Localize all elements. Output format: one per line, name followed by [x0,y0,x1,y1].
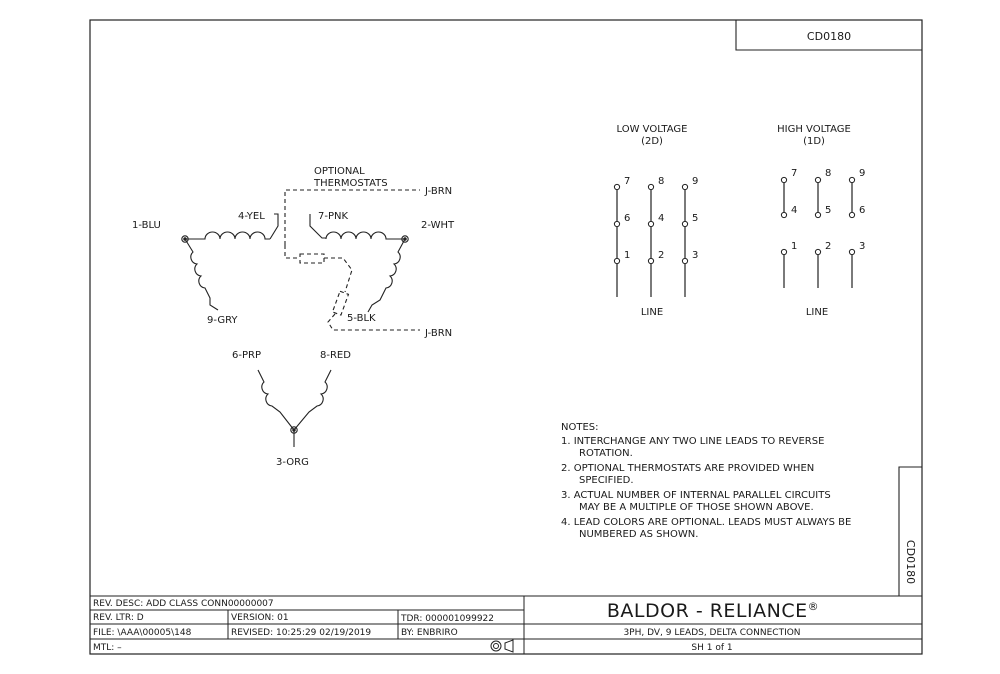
drawing-description: 3PH, DV, 9 LEADS, DELTA CONNECTION [623,628,801,638]
lead-4-yel [270,214,278,239]
note-line-1b: ROTATION. [579,448,633,459]
lead-label-2-wht: 2-WHT [421,220,455,231]
high-voltage-connection [777,124,865,318]
lead-label-1-blu: 1-BLU [132,220,161,231]
hv-terminal-6: 6 [859,205,866,216]
lead-label-3-org: 3-ORG [276,457,309,468]
drawing-number: CD0180 [806,30,852,43]
note-line-1: 1. INTERCHANGE ANY TWO LINE LEADS TO REVERSE [561,436,825,447]
sheet-number: SH 1 of 1 [691,643,733,653]
high-voltage-subtitle: (1D) [803,136,825,147]
title-block [90,596,922,654]
drawing-number-box [736,20,922,50]
notes-heading: NOTES: [561,422,599,433]
note-line-2b: SPECIFIED. [579,475,634,486]
lv-terminal-4: 4 [658,213,665,224]
rev-ltr: REV. LTR: D [93,613,144,623]
hv-terminal-8: 8 [825,168,832,179]
coil-1-9 [185,239,218,310]
lead-label-9-gry: 9-GRY [207,315,238,326]
coil-1-4 [185,232,270,239]
lv-terminal-2: 2 [658,250,665,261]
drawn-by: BY: ENBRIRO [401,628,458,638]
hv-terminal-2: 2 [825,241,832,252]
side-drawing-number-box [899,467,922,596]
low-voltage-connection [614,124,698,318]
note-line-3b: MAY BE A MULTIPLE OF THOSE SHOWN ABOVE. [579,502,814,513]
projection-symbol-icon [491,640,513,652]
lead-label-7-pnk: 7-PNK [318,211,349,222]
hv-terminal-9: 9 [859,168,866,179]
low-voltage-subtitle: (2D) [641,136,663,147]
low-voltage-title: LOW VOLTAGE [616,124,688,135]
low-voltage-line-label: LINE [640,307,664,318]
file-path: FILE: \AAA\00005\148 [93,628,192,638]
lead-label-8-red: 8-RED [320,350,351,361]
hv-terminal-1: 1 [791,241,798,252]
note-line-4: 4. LEAD COLORS ARE OPTIONAL. LEADS MUST ALWAYS BE [561,517,852,528]
drawing-number-side: CD0180 [904,539,917,585]
revised-date: REVISED: 10:25:29 02/19/2019 [231,628,372,638]
coil-2-5 [368,239,405,312]
thermostat-label-line1: OPTIONAL [314,166,365,177]
material: MTL: – [93,643,122,653]
sheet-border [90,20,922,654]
lead-label-j-brn-top: J-BRN [425,186,453,197]
note-line-3: 3. ACTUAL NUMBER OF INTERNAL PARALLEL CIRCUITS [561,490,831,501]
tdr-number: TDR: 000001099922 [401,614,495,624]
hv-terminal-5: 5 [825,205,832,216]
lv-terminal-7: 7 [624,176,631,187]
lv-terminal-9: 9 [692,176,699,187]
hv-terminal-3: 3 [859,241,866,252]
high-voltage-line-label: LINE [805,307,829,318]
lv-terminal-6: 6 [624,213,631,224]
note-line-4b: NUMBERED AS SHOWN. [579,529,699,540]
notes-block [561,422,851,540]
brand-logo: BALDOR - RELIANCE® [606,600,820,622]
hv-terminal-4: 4 [791,205,798,216]
lead-label-5-blk: 5-BLK [347,313,376,324]
rev-desc: REV. DESC: ADD CLASS CONN00000007 [93,599,274,609]
version: VERSION: 01 [231,613,289,623]
coil-6-3 [258,370,294,430]
lead-label-6-prp: 6-PRP [232,350,261,361]
hv-terminal-7: 7 [791,168,798,179]
lv-terminal-1: 1 [624,250,631,261]
coil-7-2 [326,232,405,239]
note-line-2: 2. OPTIONAL THERMOSTATS ARE PROVIDED WHEN [561,463,815,474]
lv-terminal-3: 3 [692,250,699,261]
coil-8-3 [294,370,331,430]
lv-terminal-8: 8 [658,176,665,187]
lead-label-4-yel: 4-YEL [238,211,265,222]
thermostat-label-line2: THERMOSTATS [314,178,388,189]
high-voltage-title: HIGH VOLTAGE [777,124,851,135]
lead-label-j-brn-bottom: J-BRN [425,328,453,339]
lv-terminal-5: 5 [692,213,699,224]
